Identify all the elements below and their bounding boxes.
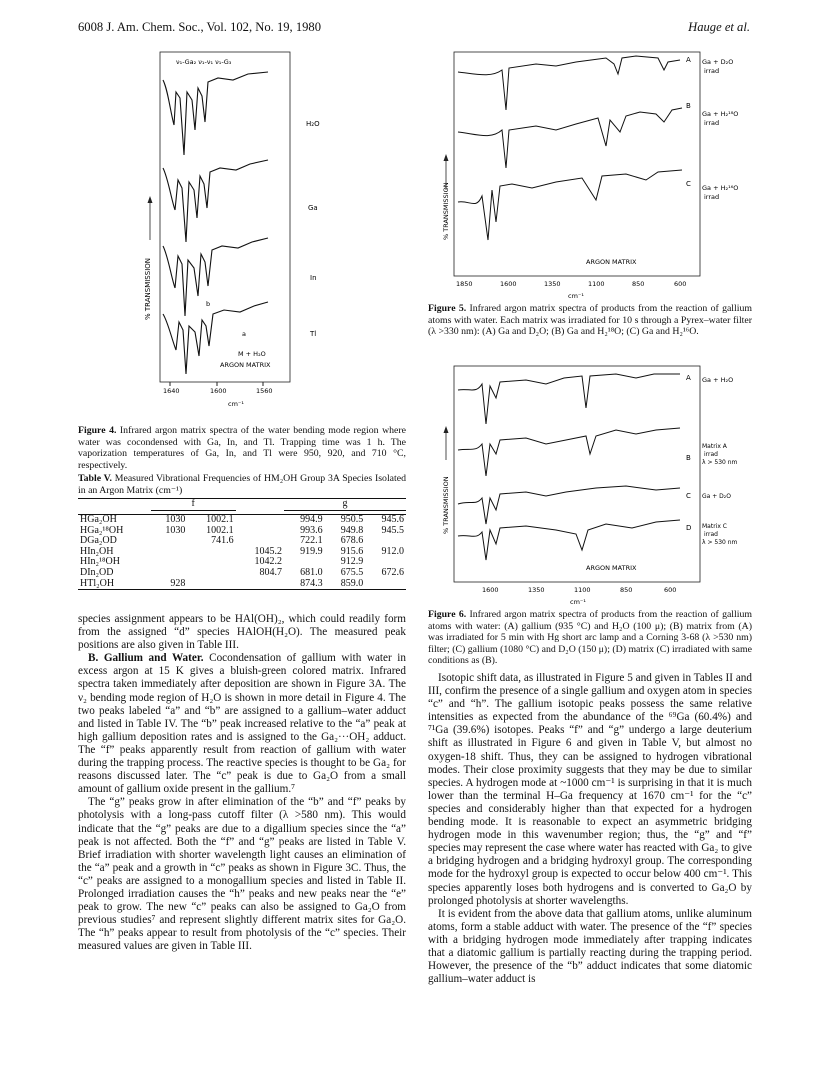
figure-6-caption: Figure 6. Infrared argon matrix spectra of products from the reaction of gallium atoms with water: (A) gallium (935 °C) and H₂O (100 μ); (B) matrix from (A) was irradiated for 5 min with Hg short arc lamp and a Corning 3-68 (λ >530 nm) filter; (C) gallium (1080 °C) and D₂O (150 μ); (D) matrix (C) irradiated with same conditions as (B).	[428, 609, 752, 667]
fig5-xunit: cm⁻¹	[568, 292, 584, 300]
table-row: DGa₂OD 741.6 722.1 678.6	[80, 535, 364, 547]
fig5-side: Ga + D₂O	[702, 58, 734, 66]
fig5-side: Ga + H₂¹⁸O	[702, 110, 739, 118]
table-row: DIn₂OD 804.7 681.0 675.5 672.6	[80, 567, 404, 579]
fig6-side: Ga + H₂O	[702, 376, 734, 384]
fig6-side: Matrix C	[702, 523, 727, 530]
fig4-xunit: cm⁻¹	[228, 400, 244, 408]
fig5-tick: 600	[674, 280, 687, 288]
fig6-trace-b	[458, 428, 680, 476]
fig6-label-a: A	[686, 374, 691, 382]
table-5-title: Table V. Measured Vibrational Frequencies of HM₂OH Group 3A Species Isolated in an Argon Matrix (cm⁻¹)	[78, 473, 406, 496]
fig5-trace-a	[458, 56, 680, 110]
fig6-ylabel	[442, 476, 450, 534]
fig6-trace-a	[458, 374, 680, 424]
fig5-tick: 1350	[544, 280, 561, 288]
paragraph: It is evident from the above data that gallium atoms, unlike aluminum atoms, form a stable adduct with water. The presence of the “f” species with a bridging hydrogen mode immediately after trapping indicates that a diatomic gallium is partially reacting during the trapping period. However, the presence of the “b” adduct indicates that some diatomic gallium–water adduct is	[428, 907, 752, 986]
fig6-label-c: C	[686, 492, 691, 500]
fig6-trace-d	[458, 520, 680, 560]
fig6-tick: 600	[664, 586, 677, 594]
right-body-text	[428, 672, 752, 986]
fig4-trace-in	[163, 238, 268, 316]
svg-text:% TRANSMISSION: % TRANSMISSION	[442, 182, 450, 240]
table-row: HIn₂¹⁸OH 1042.2 912.9	[80, 556, 364, 568]
fig6-side: λ > 530 nm	[702, 539, 738, 546]
figure-4-caption: Figure 4. Infrared argon matrix spectra of the water bending mode region where water was cocondensed with Ga, In, and Tl. Trapping time was 1 h. The vaporization temperatures of Ga, In, and Tl were 950, 920, and 710 °C, respectively.	[78, 425, 406, 471]
figure-5-caption: Figure 5. Infrared argon matrix spectra of products from the reaction of gallium atoms with water. Each matrix was irradiated for 10 s through a Pyrex–water filter (λ >330 nm): (A) Ga and D₂O; (B) Ga and H₂¹⁸O; (C) Ga and H₂¹⁶O.	[428, 303, 752, 338]
fig4-trace-ga	[163, 160, 268, 242]
fig4-tick: 1560	[256, 387, 273, 395]
fig6-tick: 1350	[528, 586, 545, 594]
fig5-side: irrad	[704, 119, 720, 127]
fig6-side: Matrix A	[702, 443, 727, 450]
fig4-label-tl: Tl	[310, 330, 317, 338]
fig5-trace-c	[458, 170, 682, 240]
fig4-tick: 1640	[163, 387, 180, 395]
paragraph: Isotopic shift data, as illustrated in Figure 5 and given in Tables II and III, confirm the presence of a single gallium and oxygen atom in species “c” and “h”. The gallium isotopic peaks possess the same relative intensities as expected from the abundance of the ⁶⁹Ga (60.4%) and ⁷¹Ga (39.6%) isotopes. Peaks “f” and “g” undergo a large deuterium shift as illustrated in Figure 6 and given in Table V, but almost no oxygen-18 shift. Thus, they can be assigned to hydrogen vibrational modes. Their close proximity suggests that they may be due to similar species. A hydrogen mode at ~1000 cm⁻¹ is surprising in that it is much lower than the terminal H–Ga frequency at 1670 cm⁻¹ for the “c” species and considerably higher than that expected for a hydrogen bending mode. It is reasonable to expect an asymmetric bridging hydrogen mode in this wavenumber region; thus, the “g” and “f” species may represent the case where water has reacted with Ga₂ to give a bridging hydrogen and a bridging hydroxyl group. The corresponding mode for the hydroxyl group is expected to occur below 400 cm⁻¹. This species apparently loses both hydrogens and is converted to Ga₂O by prolonged photolysis at shorter wavelengths.	[428, 672, 752, 907]
fig4-tick: 1600	[210, 387, 227, 395]
fig5-tick: 1600	[500, 280, 517, 288]
figure-5	[436, 50, 756, 300]
paragraph: B. Gallium and Water. Cocondensation of gallium with water in excess argon at 15 K gives a bluish-green colored matrix. Infrared spectra taken immediately after deposition are shown in Figure 3A. The ν₂ bending mode region of H₂O is shown in more detail in Figure 4. The two peaks labeled “a” and “b” are assigned to a gallium–water adduct and listed in Table IV. The “b” peak increased relative to the “a” peak at high gallium deposition rates and is assigned to the Ga₂···OH₂ adduct. The “f” peaks apparently result from reaction of gallium with water during the trapping process. The reactive species is thought to be Ga₂ for reasons discussed later. The “c” peak is due to Ga₂O from a small amount of gallium oxide present in the gallium.⁷	[78, 652, 406, 796]
fig6-label-d: D	[686, 524, 692, 532]
fig5-ylabel	[442, 182, 450, 240]
fig6-trace-c	[458, 486, 680, 524]
table-row: HGa₂¹⁸OH 1030 1002.1 993.6 949.8 945.5	[80, 524, 404, 536]
col-g-header: g	[342, 498, 348, 509]
fig6-label-b: B	[686, 454, 691, 462]
fig4-label-h2o: H₂O	[306, 120, 320, 128]
table-row: HIn₂OH 1045.2 919.9 915.6 912.0	[80, 545, 404, 557]
fig5-label-a: A	[686, 56, 691, 64]
fig4-ylabel	[144, 258, 152, 320]
fig5-side: irrad	[704, 67, 720, 75]
fig6-side: Ga + D₂O	[702, 493, 731, 500]
table-5	[78, 498, 406, 590]
fig4-top-label: ν₁-Ga₂ ν₁-ν₁ ν₁-G₃	[176, 58, 232, 66]
journal-citation: 6008 J. Am. Chem. Soc., Vol. 102, No. 19, 1980	[78, 20, 322, 34]
fig5-side: Ga + H₂¹⁶O	[702, 184, 739, 192]
fig5-label-c: C	[686, 180, 691, 188]
fig4-label-in: In	[310, 274, 317, 282]
left-body-text	[78, 613, 406, 953]
fig4-label-ga: Ga	[308, 204, 318, 212]
fig6-xunit: cm⁻¹	[570, 598, 586, 606]
table-row: HGa₂OH 1030 1002.1 994.9 950.5 945.6	[80, 514, 404, 526]
fig6-side: irrad	[704, 531, 718, 538]
fig5-label-b: B	[686, 102, 691, 110]
fig6-side: irrad	[704, 451, 718, 458]
paragraph: species assignment appears to be HAl(OH)₂, which could readily form from the assigned “d” species HAlOH(H₂O). The measured peak positions are also given in Table III.	[78, 613, 406, 652]
figure-4	[138, 50, 338, 412]
paragraph: The “g” peaks grow in after elimination of the “b” and “f” peaks by photolysis with a long-pass cutoff filter (λ >580 nm). This would indicate that the “g” peaks are due to a digallium species since the “a” peak is not affected. Both the “f” and “g” peaks are listed in Table V. Brief irradiation with shorter wavelength light causes an elimination of the “a” peak and a growth in “c” peaks as shown in Figure 3C. Thus, the “c” peaks are assigned to a monogallium species and listed in Table II. Prolonged irradiation causes the “h” peaks and new peaks near the “e” peak to grow. The new “c” peaks can also be assigned to Ga₂O from previous studies⁷ and represent slightly different matrix sites for Ga₂O. The “h” peaks appear to result from photolysis of the “c” species. Their measured values are given in Table III.	[78, 796, 406, 953]
fig5-trace-b	[458, 108, 682, 168]
svg-text:% TRANSMISSION: % TRANSMISSION	[144, 257, 152, 320]
fig5-side: irrad	[704, 193, 720, 201]
fig4-peak-a: a	[242, 330, 246, 338]
fig5-tick: 1850	[456, 280, 473, 288]
fig6-matrix-label: ARGON MATRIX	[586, 564, 637, 572]
running-header	[78, 20, 750, 38]
fig5-tick: 850	[632, 280, 645, 288]
table-row: HTl₂OH 928 874.3 859.0	[78, 579, 406, 590]
fig6-tick: 850	[620, 586, 633, 594]
figure-6	[436, 364, 756, 606]
col-f-header: f	[191, 498, 195, 509]
fig6-tick: 1100	[574, 586, 591, 594]
svg-text:% TRANSMISSION: % TRANSMISSION	[442, 476, 450, 534]
authors: Hauge et al.	[688, 20, 750, 34]
fig4-matrix-label-2: ARGON MATRIX	[220, 361, 271, 369]
fig4-trace-h2o	[163, 72, 268, 155]
fig4-matrix-label-1: M + H₂O	[238, 350, 266, 358]
fig6-side: λ > 530 nm	[702, 459, 738, 466]
fig4-peak-b: b	[206, 300, 211, 308]
fig5-matrix-label: ARGON MATRIX	[586, 258, 637, 266]
fig6-tick: 1600	[482, 586, 499, 594]
fig5-tick: 1100	[588, 280, 605, 288]
